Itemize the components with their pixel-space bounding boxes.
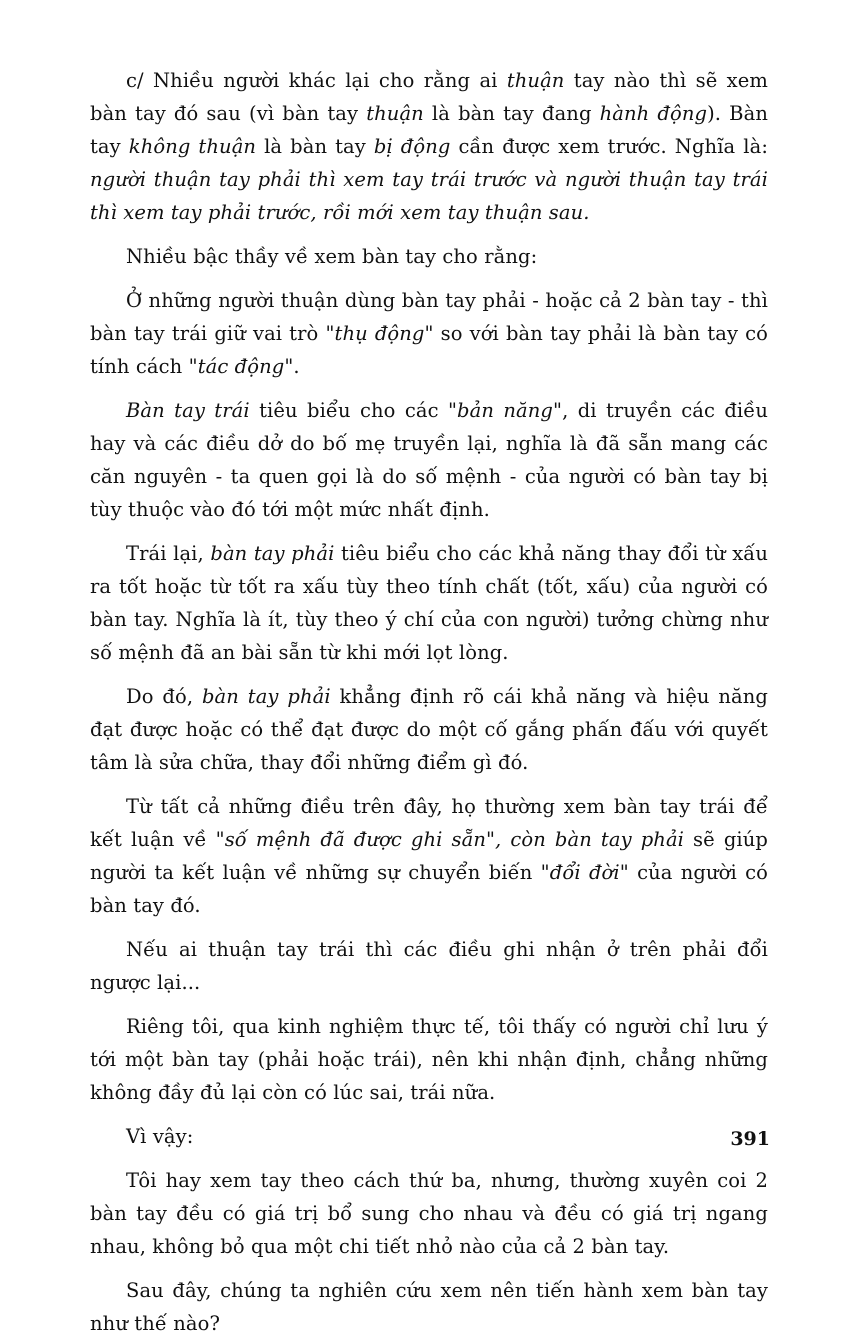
paragraph [90, 394, 768, 526]
paragraph [90, 64, 768, 229]
paragraph-text: . [293, 355, 300, 378]
paragraph-text: tiêu biểu cho các khả năng thay đổi từ xấu ra tốt hoặc từ tốt ra xấu tùy theo tính chất (tốt, xấu) của người có bàn tay. Nghĩa là ít, tùy theo ý chí của con người) tưởng chừng như số mệnh đã an bài sẵn từ khi mới lọt lòng. [90, 542, 769, 664]
paragraph-text: Từ tất cả những điều trên đây, họ thường xem bàn tay trái để kết luận về [90, 795, 768, 851]
paragraph-text: tay nào thì sẽ xem bàn tay đó sau (vì bàn tay [90, 69, 768, 125]
paragraph [90, 284, 768, 383]
paragraph [90, 240, 768, 273]
paragraph-text: , di truyền các điều hay và các điều dở do bố mẹ truyền lại, nghĩa là đã sẵn mang các căn nguyên - ta quen gọi là do số mệnh - của người có bàn tay bị tùy thuộc vào đó tới một mức nhất định. [90, 399, 768, 521]
paragraph-text: khẳng định rõ cái khả năng và hiệu năng đạt được hoặc có thể đạt được do một cố gắng phấn đấu với quyết tâm là sửa chữa, thay đổi những điểm gì đó. [90, 685, 768, 774]
paragraph-text: Tôi hay xem tay theo cách thứ ba, nhưng, thường xuyên coi 2 bàn tay đều có giá trị bổ sung cho nhau và đều có giá trị ngang nhau, không bỏ qua một chi tiết nhỏ nào của cả 2 bàn tay. [90, 1169, 768, 1258]
emphasis-text: "thụ động" [325, 322, 434, 345]
emphasis-text: "tác động" [188, 355, 294, 378]
emphasis-text: bàn tay phải [210, 542, 335, 565]
paragraph-text: tiêu biểu cho các [249, 399, 448, 422]
paragraph [90, 1010, 768, 1109]
paragraph-text: Trái lại, [126, 542, 211, 565]
paragraph-text: Nhiều bậc thầy về xem bàn tay cho rằng: [126, 245, 538, 268]
paragraph [90, 1164, 768, 1263]
paragraph [90, 1274, 768, 1340]
emphasis-text: không thuận [128, 135, 257, 158]
page-number: 391 [730, 1128, 770, 1150]
emphasis-text: bị động [373, 135, 451, 158]
paragraph-text: Vì vậy: [126, 1125, 194, 1148]
emphasis-text: "số mệnh đã được ghi sẵn", còn bàn tay phải [215, 828, 685, 851]
emphasis-text: bàn tay phải [201, 685, 331, 708]
emphasis-text: hành động [599, 102, 708, 125]
paragraph [90, 790, 768, 922]
paragraph-text: của người có bàn tay đó. [90, 861, 768, 917]
paragraph-text: Riêng tôi, qua kinh nghiệm thực tế, tôi thấy có người chỉ lưu ý tới một bàn tay (phải hoặc trái), nên khi nhận định, chẳng những không đầy đủ lại còn có lúc sai, trái nữa. [90, 1015, 768, 1104]
paragraph [90, 1120, 768, 1153]
paragraph [90, 537, 768, 669]
paragraph-text: là bàn tay đang [423, 102, 600, 125]
book-page-body [90, 64, 769, 1335]
paragraph-text: c/ Nhiều người khác lại cho rằng ai [126, 69, 507, 92]
emphasis-text: Bàn tay trái [126, 399, 250, 422]
paragraph-text: Do đó, [126, 685, 202, 708]
paragraph [90, 680, 768, 779]
paragraph-text: Nếu ai thuận tay trái thì các điều ghi nhận ở trên phải đổi ngược lại... [90, 938, 768, 994]
paragraph-text: Sau đây, chúng ta nghiên cứu xem nên tiến hành xem bàn tay như thế nào? [90, 1279, 768, 1335]
paragraph-text: so với bàn tay phải là bàn tay có tính cách [90, 322, 768, 378]
paragraph-text: cần được xem trước. Nghĩa là: [450, 135, 769, 158]
emphasis-text: "đổi đời" [540, 861, 629, 884]
paragraph-text: là bàn tay [256, 135, 374, 158]
paragraph [90, 933, 768, 999]
emphasis-text: thuận [506, 69, 565, 92]
paragraph-text: ). Bàn tay [90, 102, 769, 158]
emphasis-text: thuận [366, 102, 424, 125]
paragraph-text: sẽ giúp người ta kết luận về những sự chuyển biến [90, 828, 768, 884]
emphasis-text: người thuận tay phải thì xem tay trái trước và người thuận tay trái thì xem tay phải trước, rồi mới xem tay thuận sau. [90, 168, 768, 224]
paragraph-text: Ở những người thuận dùng bàn tay phải - hoặc cả 2 bàn tay - thì bàn tay trái giữ vai trò [90, 289, 768, 345]
emphasis-text: "bản năng" [447, 399, 563, 422]
